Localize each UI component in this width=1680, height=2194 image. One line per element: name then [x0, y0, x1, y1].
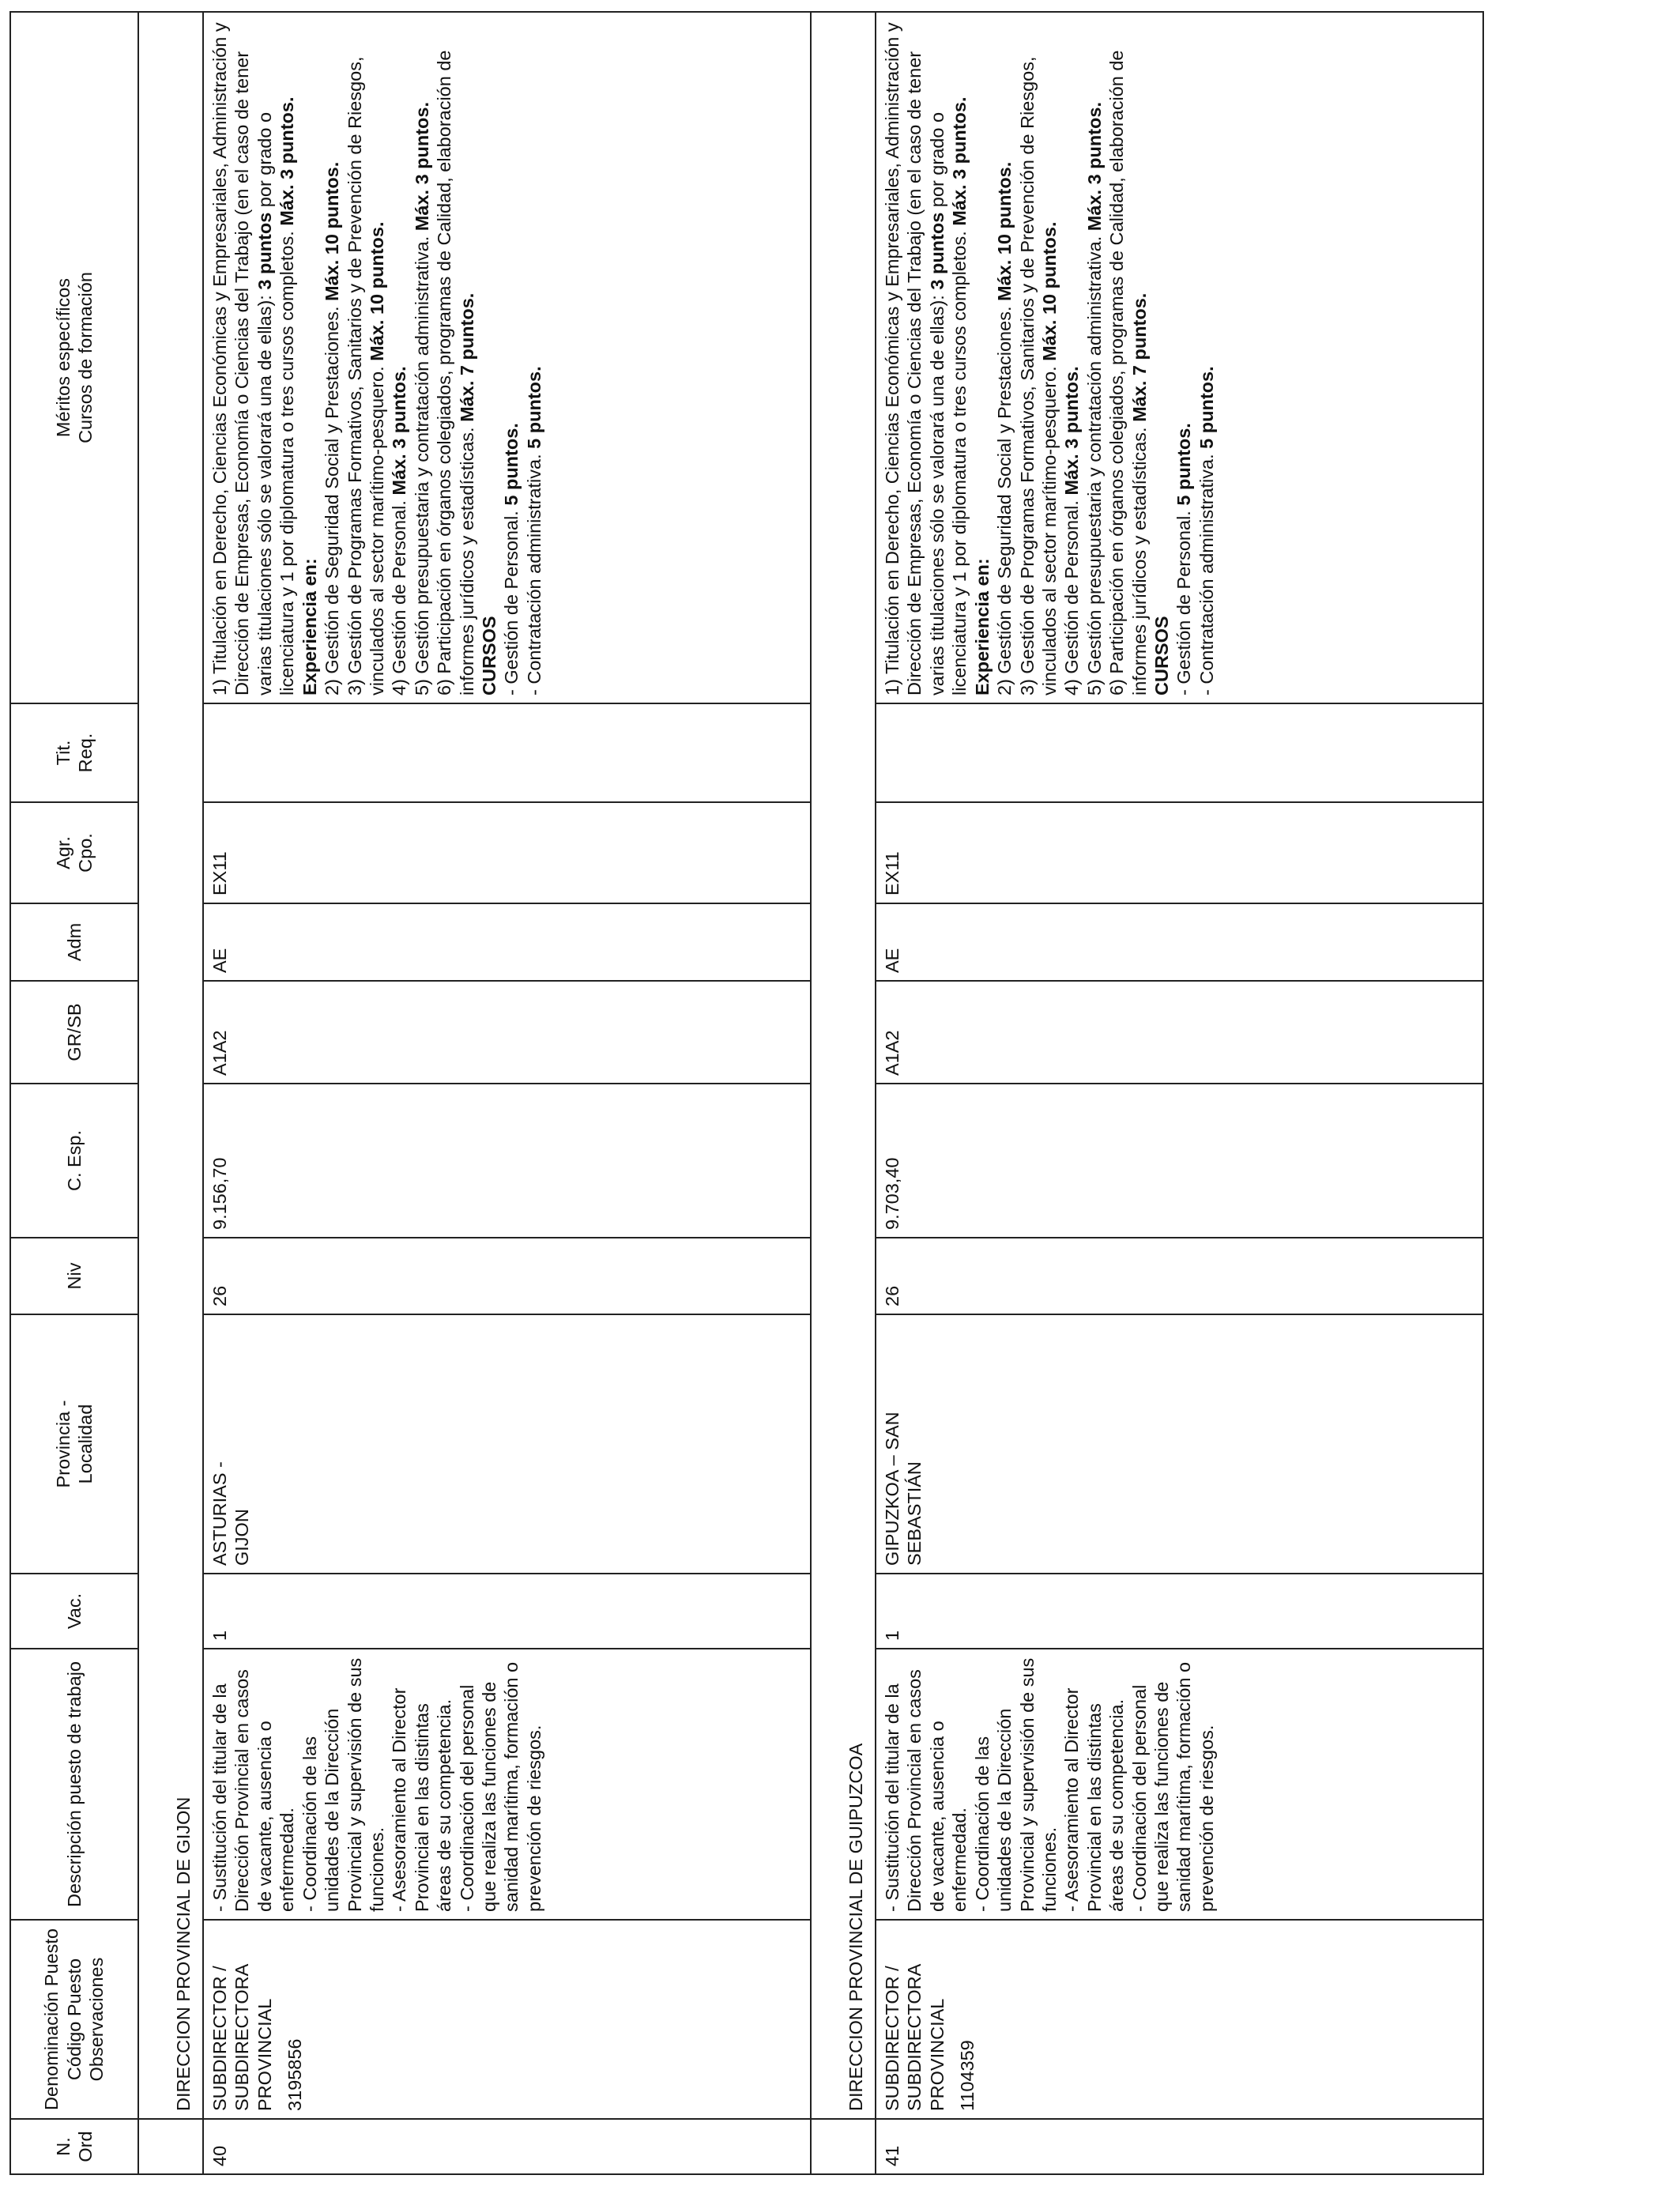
cell-descripcion: - Sustitución del titular de la Dirección Provincial en casos de vacante, ausencia o enfermedad. - Coordinación de las unidades de la Dirección Provincial y supervisión de sus funciones. - Asesoramiento al Director Provincial en las distintas áreas de su competencia. - Coordinación del personal que realiza las funciones de sanidad marítima, formación o prevención de riesgos.	[876, 1649, 1483, 1920]
cell-tit	[876, 703, 1483, 802]
codigo-puesto: 1104359	[957, 2040, 978, 2111]
table-row	[203, 12, 811, 2174]
cell-tit	[203, 703, 811, 802]
cell-denominacion: SUBDIRECTOR / SUBDIRECTORA PROVINCIAL 1104359	[876, 1920, 1483, 2119]
header-grsb: GR/SB	[10, 981, 138, 1084]
cell-agr: EX11	[876, 802, 1483, 903]
cell-vac: 1	[203, 1574, 811, 1649]
header-niv: Niv	[10, 1238, 138, 1314]
codigo-puesto: 3195856	[284, 2038, 306, 2111]
cell-descripcion: - Sustitución del titular de la Dirección Provincial en casos de vacante, ausencia o enfermedad. - Coordinación de las unidades de la Dirección Provincial y supervisión de sus funciones. - Asesoramiento al Director Provincial en las distintas áreas de su competencia. - Coordinación del personal que realiza las funciones de sanidad marítima, formación o prevención de riesgos.	[203, 1649, 811, 1920]
cell-niv: 26	[876, 1238, 1483, 1314]
header-tit: Tit. Req.	[10, 703, 138, 802]
cell-n-ord: 40	[203, 2119, 811, 2174]
cell-niv: 26	[203, 1238, 811, 1314]
header-descripcion: Descripción puesto de trabajo	[10, 1649, 138, 1920]
table-row	[876, 12, 1483, 2174]
header-c-esp: C. Esp.	[10, 1084, 138, 1238]
cell-grsb: A1A2	[203, 981, 811, 1084]
vacancies-table	[9, 11, 1484, 2175]
cell-meritos: 1) Titulación en Derecho, Ciencias Económicas y Empresariales, Administración y Dirección de Empresas, Economía o Ciencias del Trabajo (en el caso de tener varias titulaciones sólo se valorará una de ellas): 3 puntos por grado o licenciatura y 1 por diplomatura o tres cursos completos. Máx. 3 puntos. Experiencia en: 2) Gestión de Seguridad Social y Prestaciones. Máx. 10 puntos. 3) Gestión de Programas Formativos, Sanitarios y de Prevención de Riesgos, vinculados al sector marítimo-pesquero. Máx. 10 puntos. 4) Gestión de Personal. Máx. 3 puntos. 5) Gestión presupuestaria y contratación administrativa. Máx. 3 puntos. 6) Participación en órganos colegiados, programas de Calidad, elaboración de informes jurídicos y estadísticas. Máx. 7 puntos. CURSOS - Gestión de Personal. 5 puntos. - Contratación administrativa. 5 puntos.	[876, 12, 1483, 703]
section-spacer	[138, 2119, 203, 2174]
header-row	[10, 12, 138, 2174]
cell-c-esp: 9.156,70	[203, 1084, 811, 1238]
cell-denominacion: SUBDIRECTOR / SUBDIRECTORA PROVINCIAL 3195856	[203, 1920, 811, 2119]
section-title: DIRECCION PROVINCIAL DE GIJON	[138, 12, 203, 2119]
header-vac: Vac.	[10, 1574, 138, 1649]
cell-n-ord: 41	[876, 2119, 1483, 2174]
header-provincia: Provincia - Localidad	[10, 1314, 138, 1574]
cell-c-esp: 9.703,40	[876, 1084, 1483, 1238]
cell-adm: AE	[876, 903, 1483, 981]
cell-vac: 1	[876, 1574, 1483, 1649]
header-agr: Agr. Cpo.	[10, 802, 138, 903]
cell-grsb: A1A2	[876, 981, 1483, 1084]
section-row	[138, 12, 203, 2174]
section-title: DIRECCION PROVINCIAL DE GUIPUZCOA	[811, 12, 876, 2119]
cell-meritos: 1) Titulación en Derecho, Ciencias Económicas y Empresariales, Administración y Dirección de Empresas, Economía o Ciencias del Trabajo (en el caso de tener varias titulaciones sólo se valorará una de ellas): 3 puntos por grado o licenciatura y 1 por diplomatura o tres cursos completos. Máx. 3 puntos. Experiencia en: 2) Gestión de Seguridad Social y Prestaciones. Máx. 10 puntos. 3) Gestión de Programas Formativos, Sanitarios y de Prevención de Riesgos, vinculados al sector marítimo-pesquero. Máx. 10 puntos. 4) Gestión de Personal. Máx. 3 puntos. 5) Gestión presupuestaria y contratación administrativa. Máx. 3 puntos. 6) Participación en órganos colegiados, programas de Calidad, elaboración de informes jurídicos y estadísticas. Máx. 7 puntos. CURSOS - Gestión de Personal. 5 puntos. - Contratación administrativa. 5 puntos.	[203, 12, 811, 703]
section-spacer	[811, 2119, 876, 2174]
cell-provincia: GIPUZKOA – SAN SEBASTIÁN	[876, 1314, 1483, 1574]
header-meritos: Méritos específicos Cursos de formación	[10, 12, 138, 703]
header-n-ord: N. Ord	[10, 2119, 138, 2174]
header-denominacion: Denominación Puesto Código Puesto Observaciones	[10, 1920, 138, 2119]
cell-provincia: ASTURIAS - GIJON	[203, 1314, 811, 1574]
cell-agr: EX11	[203, 802, 811, 903]
header-adm: Adm	[10, 903, 138, 981]
cell-adm: AE	[203, 903, 811, 981]
section-row	[811, 12, 876, 2174]
